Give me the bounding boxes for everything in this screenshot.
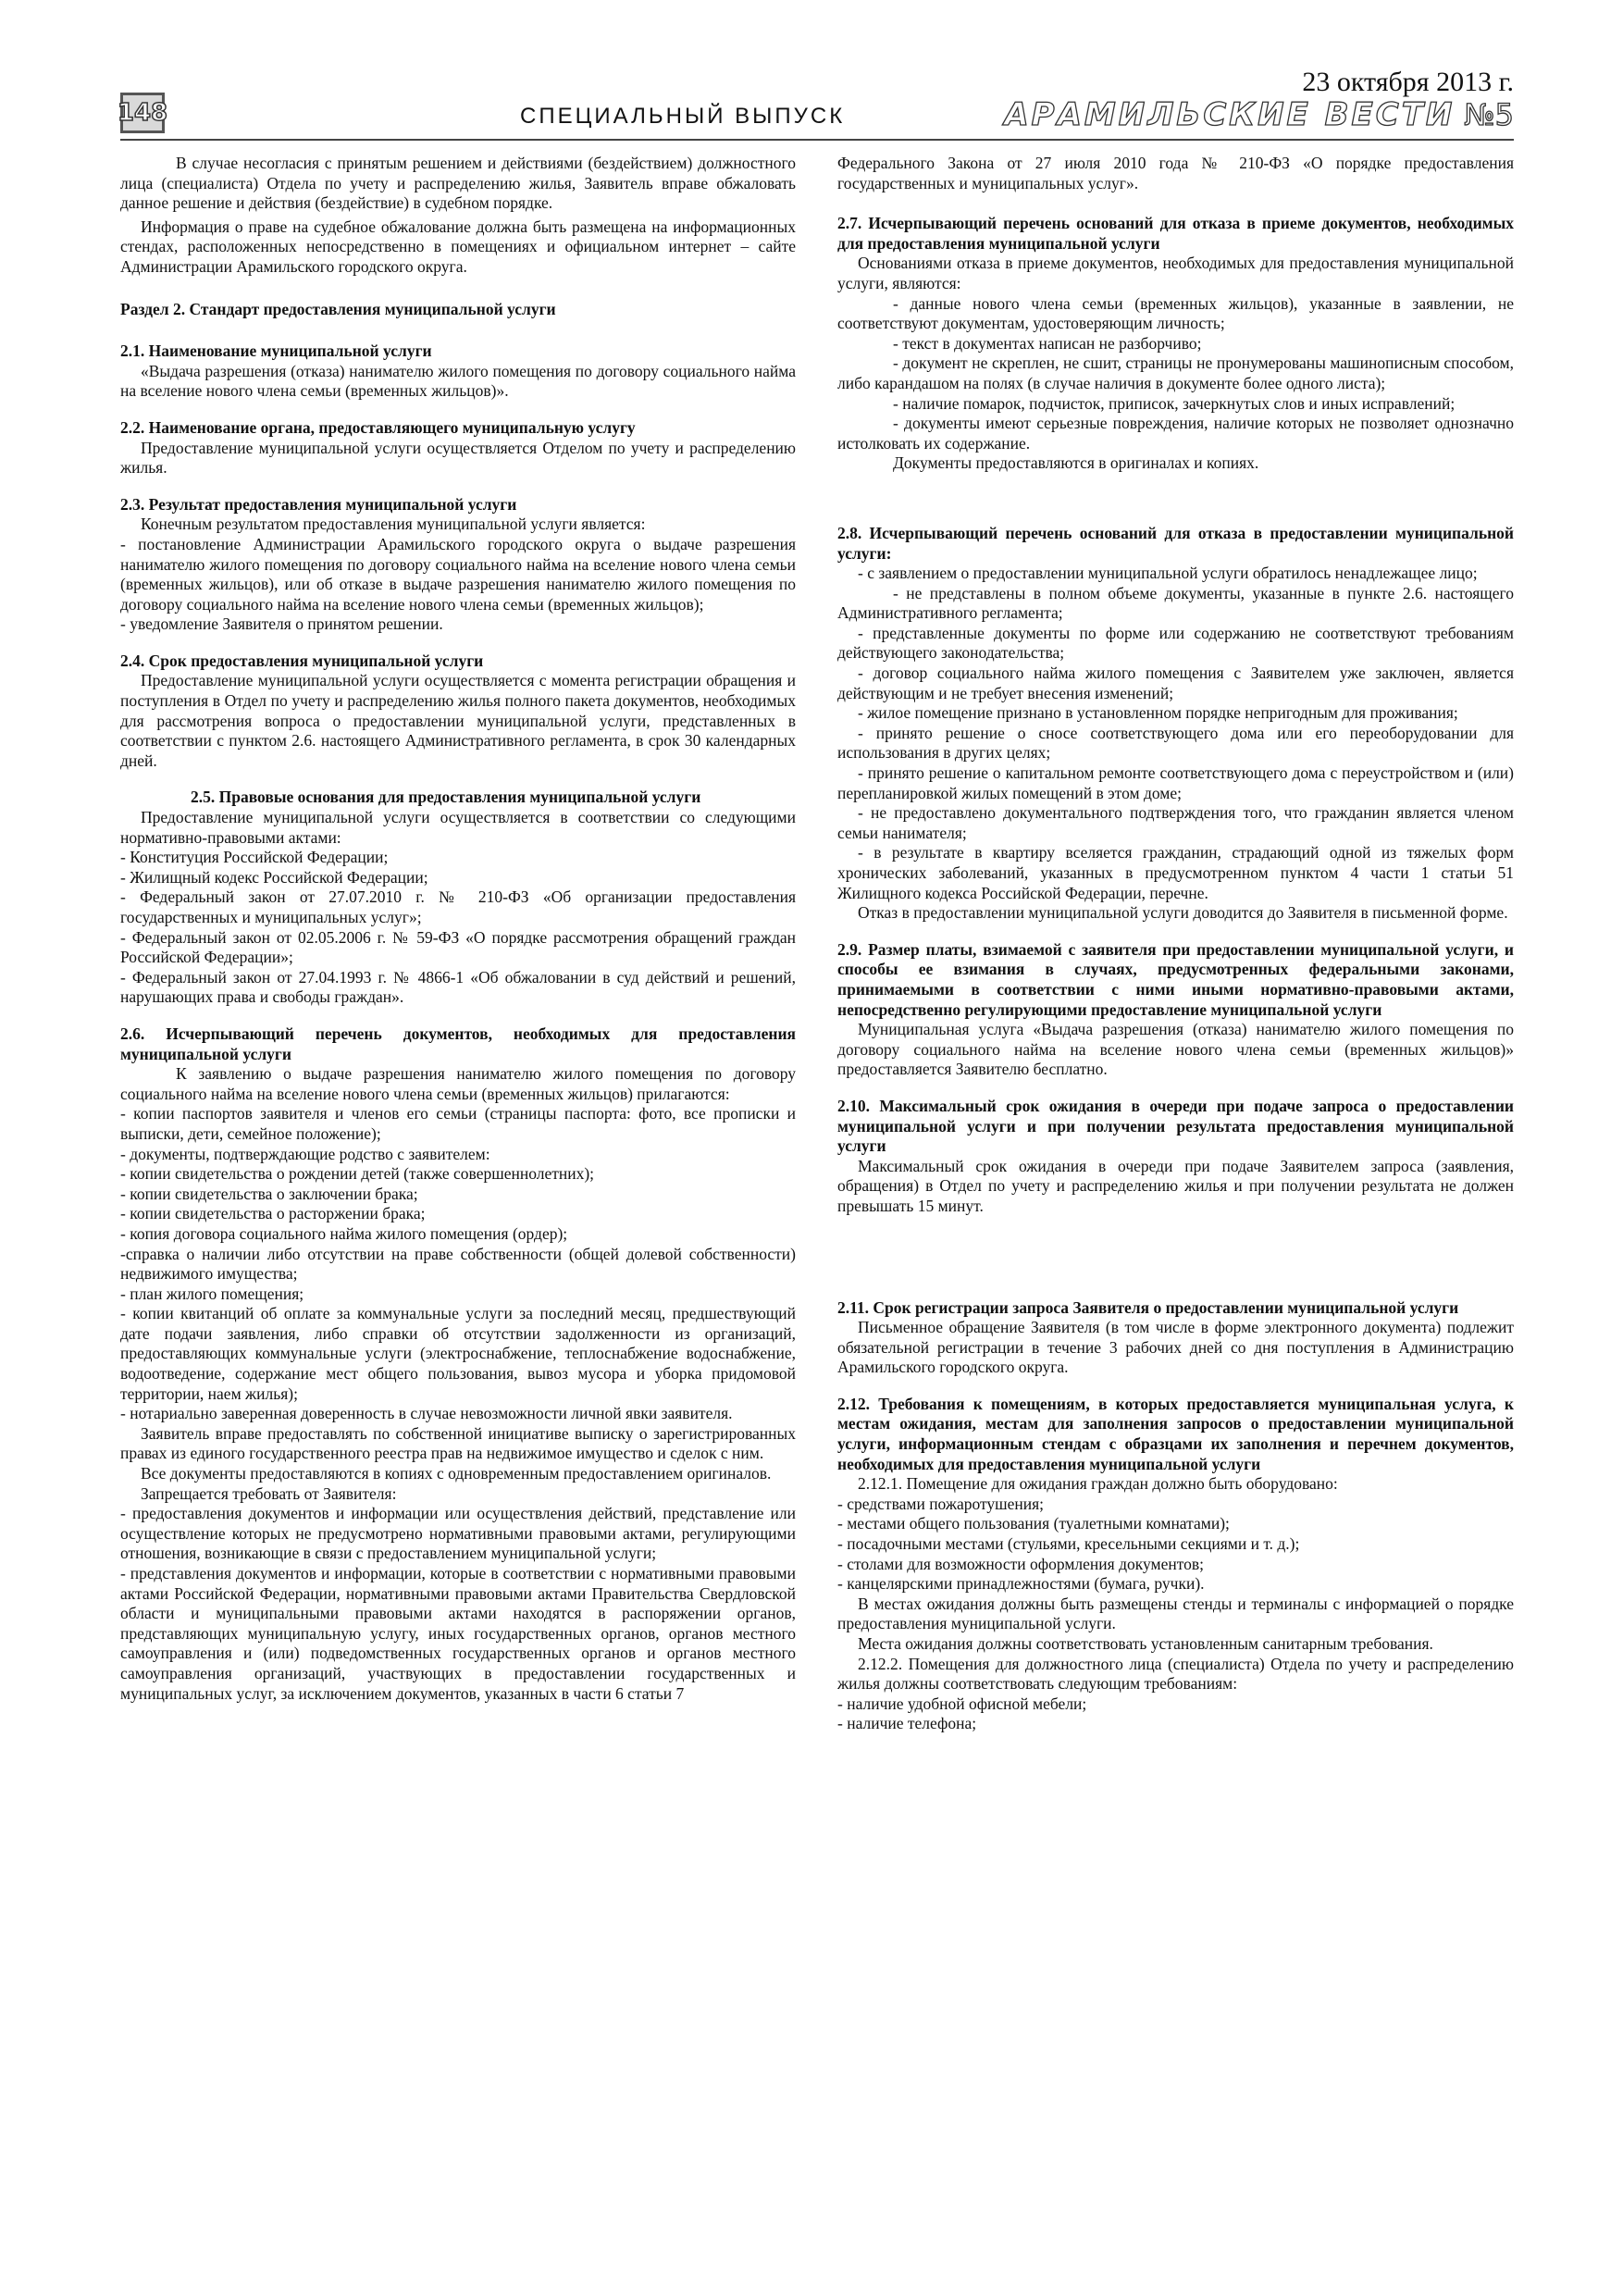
section-heading: 2.4. Срок предоставления муниципальной услуги	[120, 651, 484, 670]
list-item: - Федеральный закон от 02.05.2006 г. № 59-ФЗ «О порядке рассмотрения обращений граждан Российской Федерации»;	[120, 927, 796, 967]
paragraph: «Выдача разрешения (отказа) нанимателю жилого помещения по договору социального найма на вселение нового члена семьи (временных жильцов)».	[120, 361, 796, 401]
paragraph: Основаниями отказа в приеме документов, необходимых для предоставления муниципальной услуги, являются:	[837, 254, 1514, 292]
list-item: - средствами пожаротушения;	[837, 1494, 1045, 1513]
paragraph: Федерального Закона от 27 июля 2010 года № 210-ФЗ «О порядке предоставления государственных и муниципальных услуг».	[837, 154, 1514, 192]
section-heading: 2.11. Срок регистрации запроса Заявителя о предоставлении муниципальной услуги	[837, 1297, 1459, 1317]
paragraph: Заявитель вправе предоставлять по собственной инициативе выписку о зарегистрированных правах из единого государственного реестра прав на недвижимое имущество и сделок с ним.	[120, 1423, 796, 1463]
header-rule	[120, 139, 1514, 141]
list-item: - копии свидетельства о рождении детей (также совершеннолетних);	[120, 1164, 595, 1184]
list-item: - нотариально заверенная доверенность в случае невозможности личной явки заявителя.	[120, 1404, 733, 1423]
list-item: - документы, подтверждающие родство с заявителем:	[120, 1144, 490, 1163]
section-heading: 2.10. Максимальный срок ожидания в очереди при подаче запроса о предоставлении муниципальной услуги и при получении результата предоставления муниципальной услуги	[837, 1096, 1514, 1156]
list-item: - представленные документы по форме или содержанию не соответствуют требованиям действующего законодательства;	[837, 623, 1514, 663]
paragraph: 2.12.2. Помещения для должностного лица (специалиста) Отдела по учету и распределению жилья должны соответствовать следующим требованиям:	[837, 1654, 1514, 1694]
list-item: - столами для возможности оформления документов;	[837, 1554, 1205, 1573]
list-item: - не предоставлено документального подтверждения того, что гражданин является членом семьи нанимателя;	[837, 803, 1514, 842]
left-column	[120, 154, 796, 2268]
list-item: - копии паспортов заявителя и членов его семьи (страницы паспорта: фото, все прописки и выписки, дети, семейное положение);	[120, 1104, 796, 1143]
list-item: - документы имеют серьезные повреждения, наличие которых не позволяет однозначно истолковать их содержание.	[837, 414, 1514, 453]
issue-number: №5	[1464, 97, 1514, 132]
paragraph: К заявлению о выдаче разрешения нанимателю жилого помещения по договору социального найма на вселение нового члена семьи (временных жильцов) прилагаются:	[120, 1064, 796, 1103]
list-item: - план жилого помещения;	[120, 1284, 304, 1303]
paragraph: Предоставление муниципальной услуги осуществляется Отделом по учету и распределению жилья.	[120, 438, 796, 478]
paragraph: Предоставление муниципальной услуги осуществляется с момента регистрации обращения и поступления в Отдел по учету и распределению жилья полного пакета документов, необходимых для рассмотрения вопроса о предоставлении муниципальной услуги, представленных в соответствии с пунктом 2.6. настоящего Административного регламента, в срок 30 календарных дней.	[120, 671, 796, 770]
list-item: - принято решение о сносе соответствующего дома или его переоборудовании для использования в других целях;	[837, 723, 1514, 763]
section-heading: 2.1. Наименование муниципальной услуги	[120, 341, 432, 361]
list-item: - копии квитанций об оплате за коммунальные услуги за последний месяц, предшествующий дате подачи заявления, либо справки об отсутствии задолженности из организаций, предоставляющих коммунальные услуги (электроснабжение, теплоснабжение водоснабжение, водоотведение, содержание мест общего пользования, вывоз мусора и уборка придомовой территории, наем жилья);	[120, 1304, 796, 1403]
paragraph: Места ожидания должны соответствовать установленным санитарным требования.	[858, 1634, 1433, 1653]
section-heading: 2.12. Требования к помещениям, в которых предоставляется муниципальная услуга, к местам ожидания, местам для заполнения запросов о предоставлении муниципальной услуги, информационным стендам с образцами их заполнения и перечнем документов, необходимых для предоставления муниципальной услуги	[837, 1394, 1514, 1473]
list-item: - копии свидетельства о заключении брака;	[120, 1184, 418, 1203]
list-item: - наличие удобной офисной мебели;	[837, 1694, 1087, 1713]
paragraph: Все документы предоставляются в копиях с одновременным предоставлением оригиналов.	[141, 1464, 772, 1483]
list-item: - представления документов и информации, которые в соответствии с нормативными правовыми актами Российской Федерации, нормативными правовыми актами Правительства Свердловской области и муниципальными правовыми актами находятся в распоряжении органов, представляющих муниципальную услугу, иных государственных органов, органов местного самоуправления и (или) подведомственных государственных органов и органов местного самоуправления организаций, участвующих в предоставлении государственных и муниципальных услуг, за исключением документов, указанных в части 6 статьи 7	[120, 1564, 796, 1703]
list-item: - Конституция Российской Федерации;	[120, 848, 389, 867]
list-item: - договор социального найма жилого помещения с Заявителем уже заключен, является действующим и не требует внесения изменений;	[837, 664, 1514, 702]
newspaper-name: АРАМИЛЬСКИЕ ВЕСТИ	[1004, 96, 1456, 133]
section-heading: 2.3. Результат предоставления муниципальной услуги	[120, 494, 517, 514]
section-heading: Раздел 2. Стандарт предоставления муниципальной услуги	[120, 299, 556, 318]
section-label: СПЕЦИАЛЬНЫЙ ВЫПУСК	[520, 104, 846, 129]
list-item: - копии свидетельства о расторжении брака;	[120, 1204, 426, 1223]
issue-date: 23 октября 2013 г.	[1302, 67, 1514, 97]
list-item: - постановление Администрации Арамильского городского округа о выдаче разрешения нанимателю жилого помещения по договору социального найма на вселение нового члена семьи (временных жильцов), или об отказе в выдаче разрешения нанимателю жилого помещения по договору социального найма на вселение нового члена семьи (временных жильцов);	[120, 534, 796, 614]
list-item: -справка о наличии либо отсутствии на праве собственности (общей долевой собственности) недвижимого имущества;	[120, 1244, 796, 1284]
list-item: - предоставления документов и информации или осуществления действий, представление или осуществление которых не предусмотрено нормативными правовыми актами, регулирующими отношения, возникающие в связи с предоставлением муниципальной услуги;	[120, 1504, 796, 1563]
list-item: - уведомление Заявителя о принятом решении.	[120, 614, 443, 634]
section-heading: 2.2. Наименование органа, предоставляющего муниципальную услугу	[120, 417, 636, 437]
list-item: - наличие помарок, подчисток, приписок, зачеркнутых слов и иных исправлений;	[893, 393, 1456, 413]
paragraph: Отказ в предоставлении муниципальной услуги доводится до Заявителя в письменной форме.	[858, 903, 1508, 923]
list-item: - с заявлением о предоставлении муниципальной услуги обратилось ненадлежащее лицо;	[858, 564, 1478, 583]
list-item: - копия договора социального найма жилого помещения (ордер);	[120, 1223, 568, 1243]
paragraph: Информация о праве на судебное обжалование должна быть размещена на информационных стендах, расположенных непосредственно в помещениях и официальном интернет – сайте Администрации Арамильского городского округа.	[120, 217, 796, 276]
right-column	[837, 154, 1514, 2268]
list-item: - в результате в квартиру вселяется гражданин, страдающий одной из тяжелых форм хронических заболеваний, указанных в предусмотренном пунктом 4 части 1 статьи 51 Жилищного кодекса Российской Федерации, перечне.	[837, 843, 1514, 902]
paragraph: 2.12.1. Помещение для ожидания граждан должно быть оборудовано:	[858, 1474, 1338, 1494]
list-item: - не представлены в полном объеме документы, указанные в пункте 2.6. настоящего Административного регламента;	[837, 583, 1514, 623]
paragraph: Максимальный срок ожидания в очереди при подаче Заявителем запроса (заявления, обращения) в Отдел по учету и распределению жилья и при получении результата не должен превышать 15 минут.	[837, 1156, 1514, 1215]
list-item: - наличие телефона;	[837, 1714, 977, 1733]
spacer	[837, 1217, 1514, 1282]
list-item: - текст в документах написан не разборчиво;	[893, 333, 1202, 353]
section-heading: 2.8. Исчерпывающий перечень оснований для отказа в предоставлении муниципальной услуги:	[837, 523, 1514, 563]
list-item: - местами общего пользования (туалетными комнатами);	[837, 1514, 1230, 1533]
paragraph: Муниципальная услуга «Выдача разрешения (отказа) нанимателю жилого помещения по договору социального найма на вселение нового члена семьи (временных жильцов)» предоставляется Заявителю бесплатно.	[837, 1020, 1514, 1079]
section-heading: 2.9. Размер платы, взимаемой с заявителя при предоставлении муниципальной услуги, и способы ее взимания в случаях, предусмотренных федеральными законами, принимаемыми в соответствии с ними иными нормативно-правовыми актами, непосредственно регулирующими предоставление муниципальной услуги	[837, 939, 1514, 1019]
section-heading: 2.5. Правовые основания для предоставления муниципальной услуги	[191, 788, 701, 807]
list-item: - документ не скреплен, не сшит, страницы не пронумерованы машинописным способом, либо карандашом на полях (в случае наличия в документе более одного листа);	[837, 354, 1514, 392]
paragraph: Документы предоставляются в оригиналах и копиях.	[893, 453, 1259, 473]
section-heading: 2.6. Исчерпывающий перечень документов, необходимых для предоставления муниципальной услуги	[120, 1024, 796, 1063]
paragraph: Предоставление муниципальной услуги осуществляется в соответствии со следующими нормативно-правовыми актами:	[120, 808, 796, 847]
paragraph: В местах ожидания должны быть размещены стенды и терминалы с информацией о порядке предоставления муниципальной услуги.	[837, 1594, 1514, 1633]
list-item: - Федеральный закон от 27.04.1993 г. № 4866-1 «Об обжаловании в суд действий и решений, нарушающих права и свободы граждан».	[120, 967, 796, 1007]
list-item: - канцелярскими принадлежностями (бумага, ручки).	[837, 1574, 1205, 1594]
list-item: - Федеральный закон от 27.07.2010 г. № 210-ФЗ «Об организации предоставления государственных и муниципальных услуг»;	[120, 887, 796, 926]
section-heading: 2.7. Исчерпывающий перечень оснований для отказа в приеме документов, необходимых для предоставления муниципальной услуги	[837, 214, 1514, 253]
paragraph: Запрещается требовать от Заявителя:	[141, 1483, 397, 1503]
list-item: - данные нового члена семьи (временных жильцов), указанные в заявлении, не соответствуют документам, удостоверяющим личность;	[837, 293, 1514, 333]
page-number: 148	[120, 93, 165, 133]
list-item: - Жилищный кодекс Российской Федерации;	[120, 867, 428, 887]
paragraph: Конечным результатом предоставления муниципальной услуги является:	[141, 515, 646, 534]
list-item: - посадочными местами (стульями, кресельными секциями и т. д.);	[837, 1534, 1300, 1554]
spacer	[837, 474, 1514, 507]
paragraph: Письменное обращение Заявителя (в том числе в форме электронного документа) подлежит обязательной регистрации в течение 3 рабочих дней со дня поступления в Администрацию Арамильского городского округа.	[837, 1318, 1514, 1377]
list-item: - принято решение о капитальном ремонте соответствующего дома с переустройством и (или) перепланировкой жилых помещений в этом доме;	[837, 763, 1514, 802]
paragraph: В случае несогласия с принятым решением и действиями (бездействием) должностного лица (специалиста) Отдела по учету и распределению жилья, Заявитель вправе обжаловать данное решение и действия (бездействие) в судебном порядке.	[120, 154, 796, 213]
list-item: - жилое помещение признано в установленном порядке непригодным для проживания;	[858, 703, 1458, 723]
masthead	[1004, 96, 1514, 133]
